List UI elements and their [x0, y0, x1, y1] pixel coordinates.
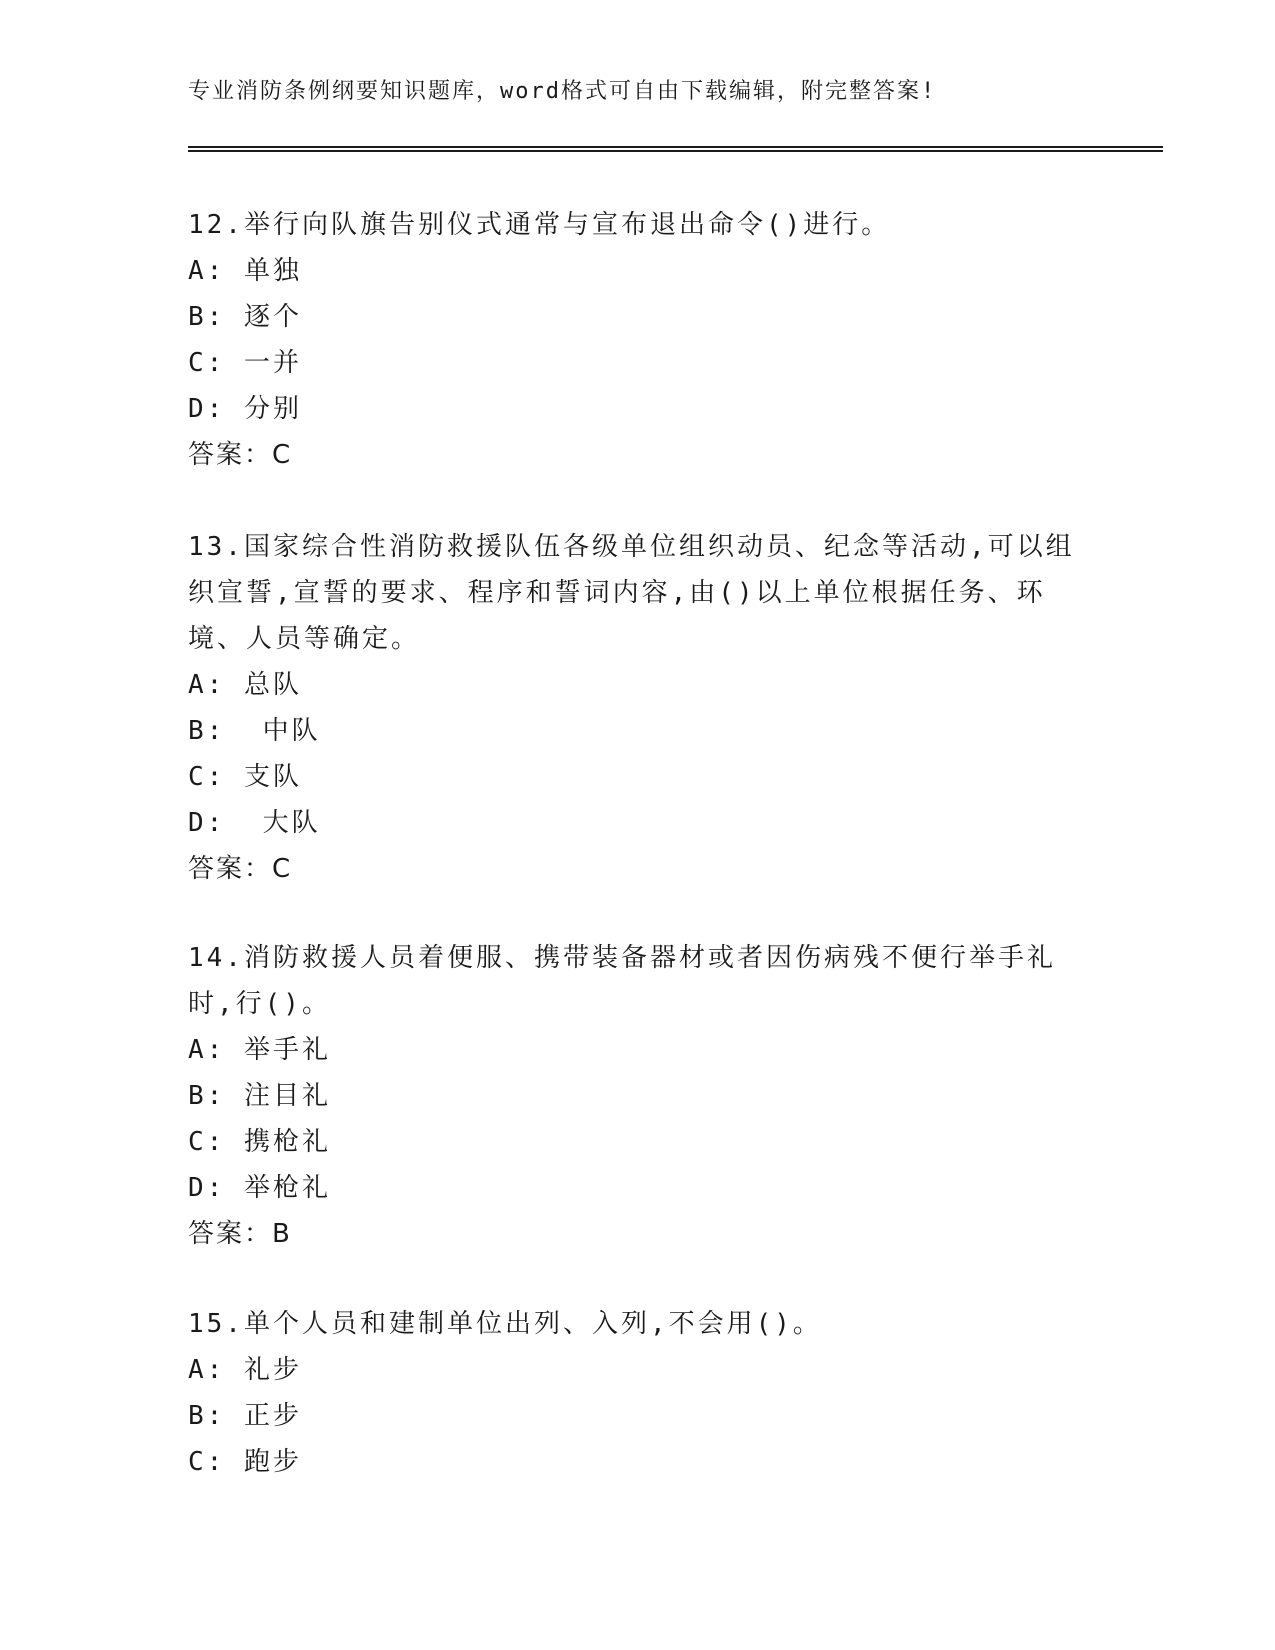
- question-text: 13.国家综合性消防救援队伍各级单位组织动员、纪念等活动,可以组织宣誓,宣誓的要求、程序和誓词内容,由()以上单位根据任务、环境、人员等确定。: [188, 532, 1075, 654]
- option-b: B: 正步: [188, 1401, 302, 1431]
- option-a: A: 单独: [188, 256, 302, 286]
- option-c: C: 一并: [188, 348, 302, 378]
- option-a: A: 总队: [188, 670, 302, 700]
- question-text: 12.举行向队旗告别仪式通常与宣布退出命令()进行。: [188, 210, 891, 240]
- header-divider: [188, 146, 1163, 152]
- question-text: 15.单个人员和建制单位出列、入列,不会用()。: [188, 1309, 822, 1339]
- option-d: D: 举枪礼: [188, 1173, 331, 1203]
- question-14: [188, 935, 1088, 1257]
- option-b: B: 注目礼: [188, 1081, 331, 1111]
- answer-line: 答案：C: [188, 440, 293, 470]
- option-b: B: 逐个: [188, 302, 302, 332]
- option-d: D: 大队: [188, 808, 321, 838]
- page-header: 专业消防条例纲要知识题库，word格式可自由下载编辑，附完整答案!: [188, 79, 937, 104]
- option-a: A: 举手礼: [188, 1035, 331, 1065]
- question-13: [188, 524, 1088, 892]
- option-c: C: 跑步: [188, 1447, 302, 1477]
- option-a: A: 礼步: [188, 1355, 302, 1385]
- option-c: C: 携枪礼: [188, 1127, 331, 1157]
- question-12: [188, 202, 1088, 478]
- answer-line: 答案：B: [188, 1219, 292, 1249]
- option-d: D: 分别: [188, 394, 302, 424]
- answer-line: 答案：C: [188, 854, 293, 884]
- question-15: [188, 1301, 1088, 1485]
- option-b: B: 中队: [188, 716, 321, 746]
- option-c: C: 支队: [188, 762, 302, 792]
- question-text: 14.消防救援人员着便服、携带装备器材或者因伤病残不便行举手礼时,行()。: [188, 943, 1056, 1019]
